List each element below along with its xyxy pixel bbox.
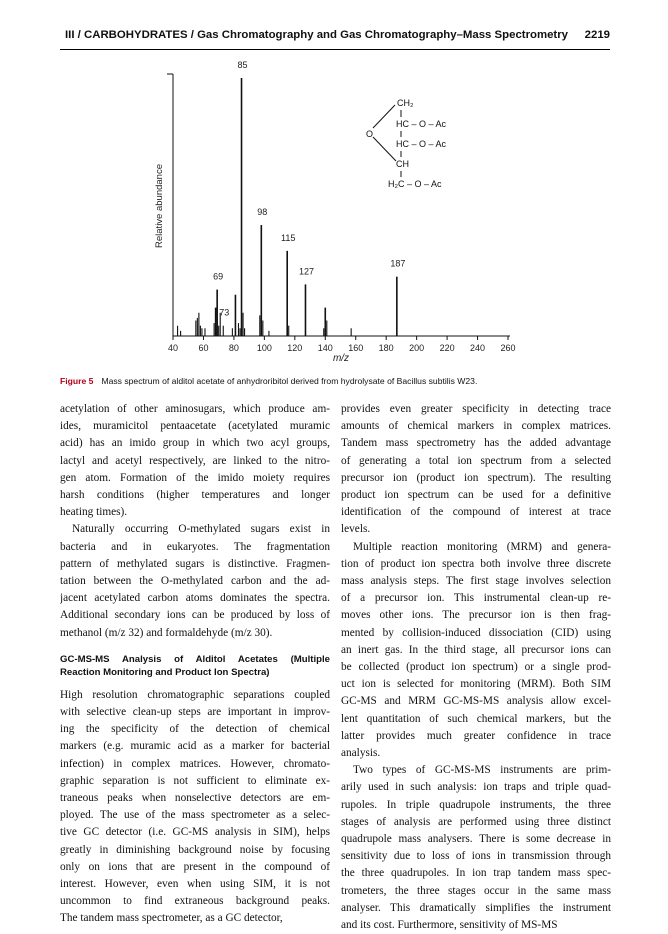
text-line: gen atom. Formation of the imido moiety requires: [60, 471, 330, 484]
right-column: [341, 401, 611, 934]
text-line: markers (e.g. muramic acid as a marker for bacterial: [60, 740, 330, 753]
structure-line-5: H₂C – O – Ac: [388, 179, 442, 189]
text-line: Multiple reaction monitoring (MRM) and genera-: [353, 540, 611, 553]
text-line: ides, muramicitol pentaacetate (acetylated muramic: [60, 420, 330, 433]
text-line: lent quantitation of such chemical markers, but the: [341, 712, 611, 725]
text-line: infection) in complex matrices. However, chromato-: [60, 757, 330, 770]
text-line: tion of product ion spectra both involve three discrete: [341, 557, 611, 570]
text-line: identification of the compound of interest at trace: [341, 506, 611, 519]
x-tick-label: 240: [470, 343, 486, 353]
text-line: uct ion is selected for monitoring (MRM). Both SIM: [341, 678, 611, 691]
structure-line-2: HC – O – Ac: [396, 119, 447, 129]
x-tick-label: 80: [228, 343, 239, 353]
text-line: amounts of chemical markers in complex matrices.: [341, 420, 611, 433]
peak-label: 73: [219, 307, 230, 318]
text-line: interest. However, even when using SIM, it is not: [60, 878, 330, 891]
text-line: jacent acetylated carbon atoms dominates the spectra.: [60, 592, 330, 605]
ring-bond-upper: [373, 105, 395, 128]
text-line: levels.: [341, 523, 371, 536]
text-line: trometers, the three stages occur in the same mass: [341, 884, 611, 897]
section-spacer: [60, 679, 330, 687]
paragraph: [341, 401, 611, 539]
ring-bond-lower: [373, 137, 396, 161]
text-line: provides even greater specificity in detecting trace: [341, 403, 611, 415]
x-tick-label: 160: [348, 343, 364, 353]
peak-label: 85: [237, 60, 248, 70]
text-line: ing the specificity of the detection of chemical: [60, 723, 330, 736]
text-line: acetylation of other aminosugars, which produce am-: [60, 403, 330, 415]
section-spacer: [60, 642, 330, 653]
text-line: analysis.: [341, 747, 381, 760]
peak-label: 187: [390, 258, 406, 269]
paragraph: [341, 539, 611, 763]
header-rule: [60, 49, 610, 50]
x-tick-label: 60: [198, 343, 209, 353]
x-tick-label: 140: [317, 343, 333, 353]
text-line: sensitivity due to loss of ions in transmission through: [341, 850, 611, 863]
text-line: the three quadrupoles. In ion trap tandem mass spec-: [341, 867, 611, 880]
text-line: stages of analysis are performed using three distinct: [341, 815, 611, 828]
text-line: be collected (product ion spectrum) or a single prod-: [341, 661, 611, 674]
text-line: greatly in diminishing background noise by focusing: [60, 843, 330, 856]
text-line: bacteria and in eukaryotes. The fragmentation: [60, 540, 330, 553]
text-line: rupoles. In triple quadrupole instruments, the three: [341, 798, 611, 811]
text-line: Additional secondary ions can be produced by loss of: [60, 609, 330, 622]
text-line: and its cost. Furthermore, sensitivity of MS-MS: [341, 919, 558, 932]
paragraph: [60, 687, 330, 928]
paragraph: [60, 401, 330, 521]
text-line: tive GC detector (i.e. GC-MS analysis in SIM), helps: [60, 826, 330, 839]
text-line: arily used in such analysis: ion traps and triple quad-: [341, 781, 611, 794]
structure-line-1: CH₂: [397, 98, 414, 108]
x-tick-label: 180: [378, 343, 394, 353]
x-tick-label: 100: [256, 343, 272, 353]
y-axis-label: Relative abundance: [154, 164, 165, 248]
text-line: High resolution chromatographic separations coupled: [60, 688, 330, 701]
mass-spectrum-figure: [140, 56, 525, 366]
text-line: acid) has an imido group in which two acyl groups,: [60, 437, 330, 450]
caption-text: Mass spectrum of alditol acetate of anhydroribitol derived from hydrolysate of Bacillus subtilis W23.: [101, 376, 478, 386]
structure-diagram: [366, 98, 447, 189]
running-header-title: III / CARBOHYDRATES / Gas Chromatography and Gas Chromatography–Mass Spectrometry: [65, 29, 568, 41]
text-line: only on ions that are present in the compound of: [60, 860, 330, 873]
text-line: heating times).: [60, 506, 128, 519]
figure-label: Figure 5: [60, 376, 94, 386]
text-line: mass analysis steps. The first stage involves selection: [341, 575, 611, 588]
text-line: The tandem mass spectrometer, as a GC detector,: [60, 912, 283, 925]
text-line: Reaction Monitoring and Product Ion Spectra): [60, 666, 270, 678]
text-line: methanol (m/z 32) and formaldehyde (m/z 30).: [60, 626, 273, 639]
text-line: GC-MS-MS Analysis of Alditol Acetates (Multiple: [60, 653, 330, 665]
text-line: product ion spectrum can be used for a definitive: [341, 489, 611, 502]
x-tick-label: 220: [439, 343, 455, 353]
section-heading: [60, 653, 330, 679]
text-line: graphic separation is not sufficient to eliminate ex-: [60, 774, 330, 787]
text-line: latter provides much greater confidence in trace: [341, 729, 611, 742]
ring-oxygen: O: [366, 129, 374, 139]
text-line: mented by collision-induced dissociation (CID) using: [341, 626, 611, 639]
text-line: harsh conditions (higher temperatures and longer: [60, 489, 330, 502]
text-line: lactyl and acetyl respectively, are linked to the nitro-: [60, 454, 330, 467]
text-line: quadrupole mass analysers. There is some decrease in: [341, 833, 611, 846]
text-line: pattern of methylated sugars is distinctive. Fragmen-: [60, 557, 330, 570]
left-column: [60, 401, 330, 928]
page-number: 2219: [584, 29, 610, 41]
text-line: precursor ion (product ion spectrum). The resulting: [341, 471, 611, 484]
peak-label: 69: [213, 271, 224, 282]
peak-label: 115: [281, 232, 296, 243]
text-line: traneous peaks when nonselective detectors are em-: [60, 792, 330, 805]
x-tick-label: 260: [500, 343, 516, 353]
x-tick-label: 40: [167, 343, 179, 353]
text-line: Two types of GC-MS-MS instruments are prim-: [353, 764, 611, 777]
text-line: ployed. The use of the mass spectrometer as a selec-: [60, 809, 330, 822]
text-line: an inert gas. In the third stage, all precursor ions can: [341, 643, 611, 656]
x-tick-label: 120: [287, 343, 303, 353]
running-header: [60, 29, 610, 45]
text-line: of a precursor ion. This instrumental clean-up re-: [341, 592, 611, 605]
x-axis-label: m/z: [332, 353, 350, 364]
text-line: Tandem mass spectrometry has the added advantage: [341, 437, 611, 450]
text-line: moves other ions. The precursor ion is then frag-: [341, 609, 611, 622]
text-line: with selective clean-up steps are important in improv-: [60, 706, 330, 719]
structure-line-4: CH: [396, 159, 409, 169]
peak-label: 127: [298, 266, 314, 277]
text-line: analyser. This dramatically simplifies the instrument: [341, 901, 611, 914]
text-line: Naturally occurring O-methylated sugars exist in: [72, 523, 330, 536]
figure-caption: [60, 376, 620, 386]
text-line: GC-MS and MRM GC-MS-MS analysis allow excel-: [341, 695, 611, 708]
paragraph: [341, 762, 611, 934]
spectrum-peaks: [178, 78, 397, 336]
paragraph: [60, 521, 330, 641]
x-tick-label: 200: [409, 343, 425, 353]
text-line: uncommon to find extraneous background peaks.: [60, 895, 330, 908]
text-line: tation between the O-methylated carbon and the ad-: [60, 575, 330, 588]
structure-line-3: HC – O – Ac: [396, 139, 447, 149]
peak-label: 98: [257, 207, 268, 218]
x-axis-ticks: [168, 336, 516, 353]
text-line: of generating a total ion spectrum from a selected: [341, 454, 611, 467]
